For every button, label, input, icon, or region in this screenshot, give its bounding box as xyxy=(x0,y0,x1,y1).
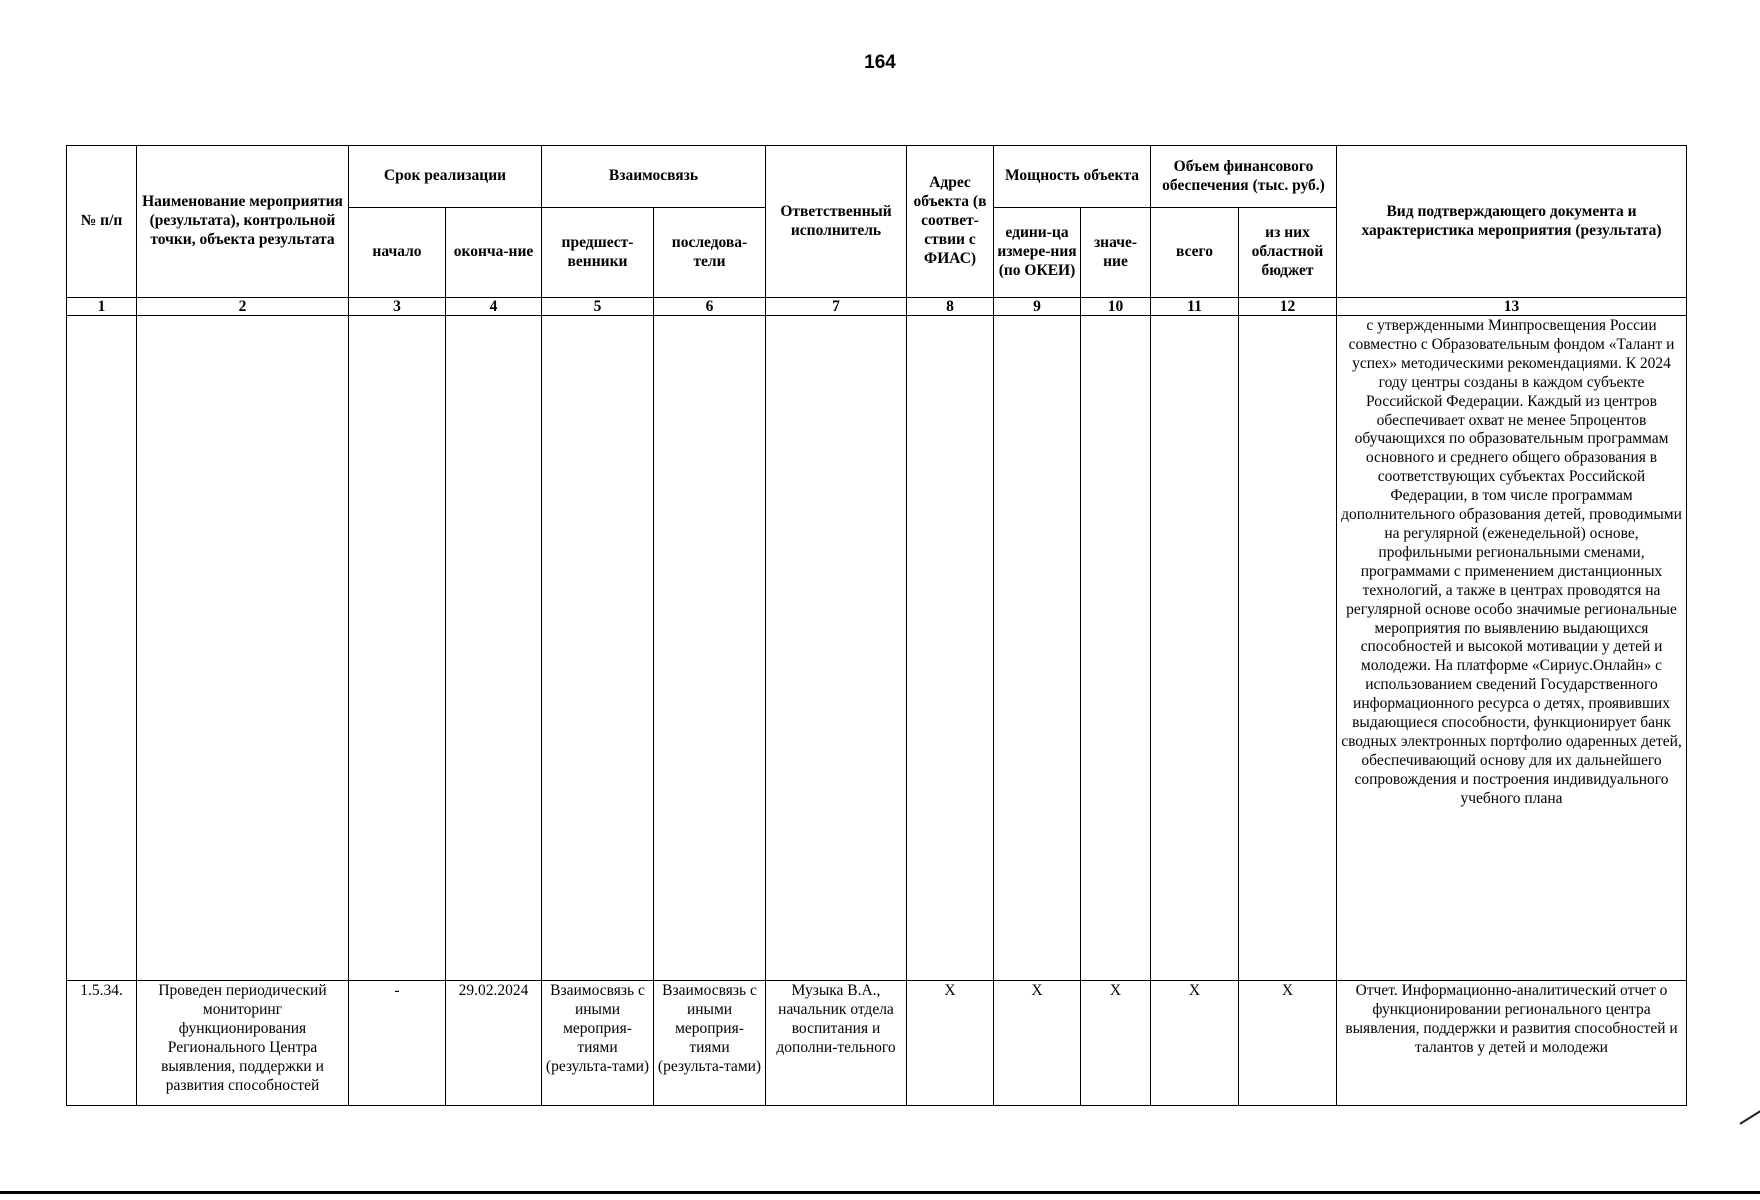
column-number: 2 xyxy=(137,298,349,316)
column-number: 3 xyxy=(349,298,446,316)
column-number: 10 xyxy=(1081,298,1151,316)
header-group-term: Срок реализации xyxy=(349,146,542,208)
entry-value: Х xyxy=(1081,981,1151,1106)
header-col13: Вид подтверждающего документа и характеристика мероприятия (результата) xyxy=(1337,146,1687,298)
header-col9: едини-ца измере-ния (по ОКЕИ) xyxy=(994,208,1081,298)
table-row xyxy=(67,981,1687,1106)
empty-cell xyxy=(1151,316,1239,981)
continuation-description: с утвержденными Минпросвещения России совместно с Образовательным фондом «Талант и успех» методическими рекомендациями. К 2024 году центры созданы в каждом субъекте Российской Федерации. Каждый из центров обеспечивает охват не менее 5процентов обучающихся по образовательным программам основного и среднего общего образования в соответствующих субъектах Российской Федерации, в том числе программам дополнительного образования детей, проводимыми на регулярной (еженедельной) основе, профильными региональными сменами, программами с применением дистанционных технологий, а также в центрах проводятся на регулярной основе особо значимые региональные мероприятия по выявлению выдающихся способностей и высокой мотивации у детей и молодежи. На платформе «Сириус.Онлайн» с использованием сведений Государственного информационного ресурса о детях, проявивших выдающиеся способности, функционирует банк сводных электронных портфолио одаренных детей, обеспечивающий основу для их дальнейшего сопровождения и построения индивидуального учебного плана xyxy=(1337,316,1687,981)
header-col1: № п/п xyxy=(67,146,137,298)
page-bottom-line xyxy=(0,1191,1760,1194)
entry-name: Проведен периодический мониторинг функционирования Регионального Центра выявления, поддержки и развития способностей xyxy=(137,981,349,1106)
empty-cell xyxy=(1239,316,1337,981)
entry-address: Х xyxy=(907,981,994,1106)
column-number: 8 xyxy=(907,298,994,316)
entry-document: Отчет. Информационно-аналитический отчет о функционировании регионального центра выявления, поддержки и развития способностей и талантов у детей и молодежи xyxy=(1337,981,1687,1106)
header-col3: начало xyxy=(349,208,446,298)
column-number: 1 xyxy=(67,298,137,316)
entry-start: - xyxy=(349,981,446,1106)
column-numbers-row xyxy=(67,298,1687,316)
column-number: 5 xyxy=(542,298,654,316)
empty-cell xyxy=(766,316,907,981)
continuation-row xyxy=(67,316,1687,981)
empty-cell xyxy=(994,316,1081,981)
empty-cell xyxy=(1081,316,1151,981)
header-col12: из них областной бюджет xyxy=(1239,208,1337,298)
header-col6: последова-тели xyxy=(654,208,766,298)
header-group-finance: Объем финансового обеспечения (тыс. руб.) xyxy=(1151,146,1337,208)
header-group-link: Взаимосвязь xyxy=(542,146,766,208)
header-col8: Адрес объекта (в соответ-ствии с ФИАС) xyxy=(907,146,994,298)
empty-cell xyxy=(907,316,994,981)
header-group-capacity: Мощность объекта xyxy=(994,146,1151,208)
events-table xyxy=(66,145,1687,1106)
entry-total: Х xyxy=(1151,981,1239,1106)
header-col2: Наименование мероприятия (результата), контрольной точки, объекта результата xyxy=(137,146,349,298)
column-number: 6 xyxy=(654,298,766,316)
header-col4: оконча-ние xyxy=(446,208,542,298)
entry-unit: Х xyxy=(994,981,1081,1106)
empty-cell xyxy=(67,316,137,981)
entry-end: 29.02.2024 xyxy=(446,981,542,1106)
header-col7: Ответственный исполнитель xyxy=(766,146,907,298)
header-col5: предшест-венники xyxy=(542,208,654,298)
page-number: 164 xyxy=(864,52,896,73)
empty-cell xyxy=(349,316,446,981)
column-number: 13 xyxy=(1337,298,1687,316)
column-number: 4 xyxy=(446,298,542,316)
entry-successors: Взаимосвязь с иными мероприя-тиями (результа-тами) xyxy=(654,981,766,1106)
column-number: 7 xyxy=(766,298,907,316)
entry-predecessors: Взаимосвязь с иными мероприя-тиями (результа-тами) xyxy=(542,981,654,1106)
entry-responsible: Музыка В.А., начальник отдела воспитания и дополни-тельного xyxy=(766,981,907,1106)
header-col11: всего xyxy=(1151,208,1239,298)
entry-regional-budget: Х xyxy=(1239,981,1337,1106)
column-number: 9 xyxy=(994,298,1081,316)
column-number: 12 xyxy=(1239,298,1337,316)
empty-cell xyxy=(654,316,766,981)
header-row-top xyxy=(67,146,1687,208)
empty-cell xyxy=(137,316,349,981)
empty-cell xyxy=(446,316,542,981)
column-number: 11 xyxy=(1151,298,1239,316)
empty-cell xyxy=(542,316,654,981)
scan-mark xyxy=(1739,1109,1760,1124)
header-col10: значе-ние xyxy=(1081,208,1151,298)
entry-number: 1.5.34. xyxy=(67,981,137,1106)
